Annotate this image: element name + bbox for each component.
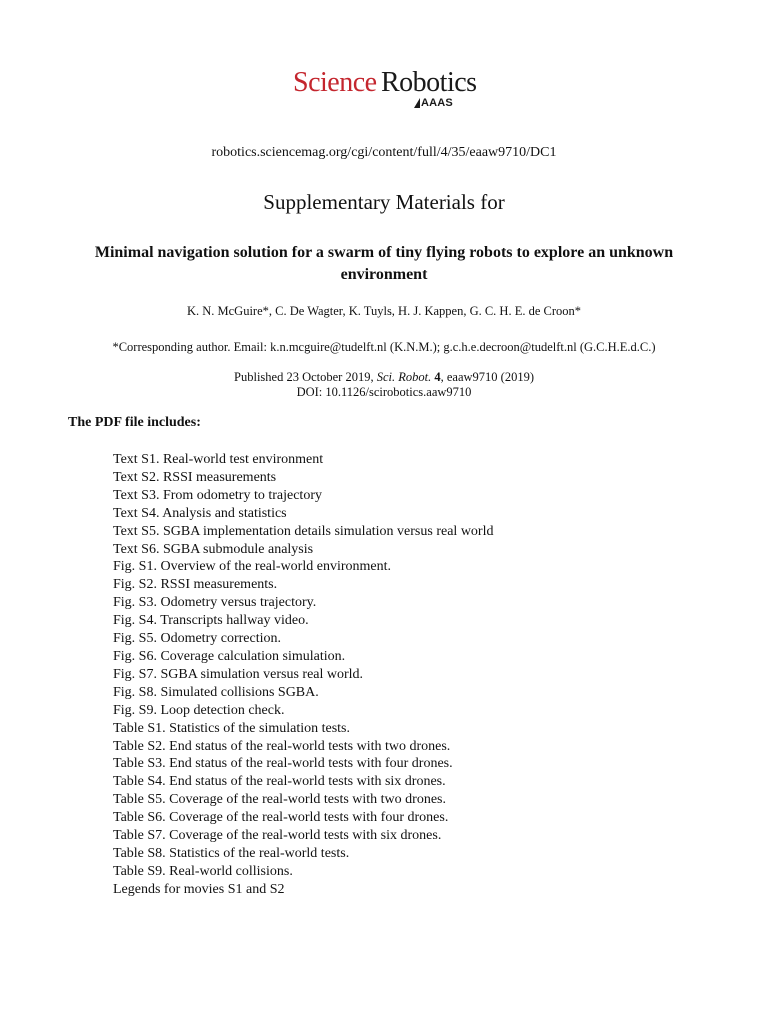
contents-item: Fig. S5. Odometry correction. — [113, 631, 281, 647]
contents-item: Fig. S7. SGBA simulation versus real world. — [113, 666, 364, 682]
contents-item: Fig. S2. RSSI measurements. — [113, 577, 278, 593]
contents-item: Table S2. End status of the real-world tests with two drones. — [113, 738, 451, 754]
contents-item: Table S9. Real-world collisions. — [113, 863, 293, 879]
contents-item: Legends for movies S1 and S2 — [113, 881, 285, 897]
contents-item: Table S6. Coverage of the real-world tests with four drones. — [113, 810, 449, 826]
contents-item: Text S5. SGBA implementation details simulation versus real world — [113, 523, 494, 539]
paper-title — [0, 242, 768, 286]
contents-item: Fig. S4. Transcripts hallway video. — [113, 613, 309, 629]
corresponding-author: *Corresponding author. Email: k.n.mcguire@tudelft.nl (K.N.M.); g.c.h.e.decroon@tudelft.nl (G.C.H.E.d.C.) — [112, 340, 656, 354]
logo-aaas-text: AAAS — [421, 97, 453, 109]
journal-name: Sci. Robot. — [376, 370, 432, 384]
contents-item: Table S4. End status of the real-world tests with six drones. — [113, 774, 446, 790]
logo-robotics-text: Robotics — [381, 67, 477, 98]
science-robotics-logo — [293, 66, 477, 116]
contents-item: Text S1. Real-world test environment — [113, 452, 324, 467]
contents-list — [113, 451, 493, 899]
supplement-url[interactable]: robotics.sciencemag.org/cgi/content/full/4/35/eaaw9710/DC1 — [211, 145, 557, 160]
author-list: K. N. McGuire*, C. De Wagter, K. Tuyls, H. J. Kappen, G. C. H. E. de Croon* — [186, 304, 582, 318]
includes-heading: The PDF file includes: — [68, 415, 201, 430]
contents-item: Fig. S8. Simulated collisions SGBA. — [113, 684, 319, 700]
aaas-mark-icon — [414, 98, 420, 108]
contents-item: Table S1. Statistics of the simulation tests. — [113, 720, 351, 736]
published-date: Published 23 October 2019, — [234, 370, 377, 384]
contents-item: Text S4. Analysis and statistics — [113, 505, 287, 521]
contents-item: Text S6. SGBA submodule analysis — [113, 541, 314, 557]
contents-item: Text S2. RSSI measurements — [113, 469, 277, 485]
journal-volume: 4 — [434, 370, 441, 384]
contents-item: Fig. S9. Loop detection check. — [113, 702, 285, 718]
contents-item: Table S5. Coverage of the real-world tests with two drones. — [113, 792, 446, 808]
logo-science-text: Science — [293, 67, 377, 98]
contents-item: Fig. S6. Coverage calculation simulation. — [113, 648, 346, 664]
contents-item: Text S3. From odometry to trajectory — [113, 487, 322, 503]
contents-item: Table S3. End status of the real-world tests with four drones. — [113, 756, 453, 772]
paper-title-text: Minimal navigation solution for a swarm of tiny flying robots to explore an unknown environment — [94, 244, 674, 283]
publication-line — [0, 370, 768, 385]
contents-item: Table S8. Statistics of the real-world tests. — [113, 845, 350, 861]
article-id: , eaaw9710 (2019) — [440, 370, 534, 384]
publication-info — [0, 370, 768, 400]
contents-item: Table S7. Coverage of the real-world tests with six drones. — [113, 828, 442, 844]
doi: DOI: 10.1126/scirobotics.aaw9710 — [296, 385, 472, 399]
page-heading: Supplementary Materials for — [263, 190, 505, 214]
contents-item: Fig. S3. Odometry versus trajectory. — [113, 595, 317, 611]
contents-item: Fig. S1. Overview of the real-world environment. — [113, 559, 391, 575]
